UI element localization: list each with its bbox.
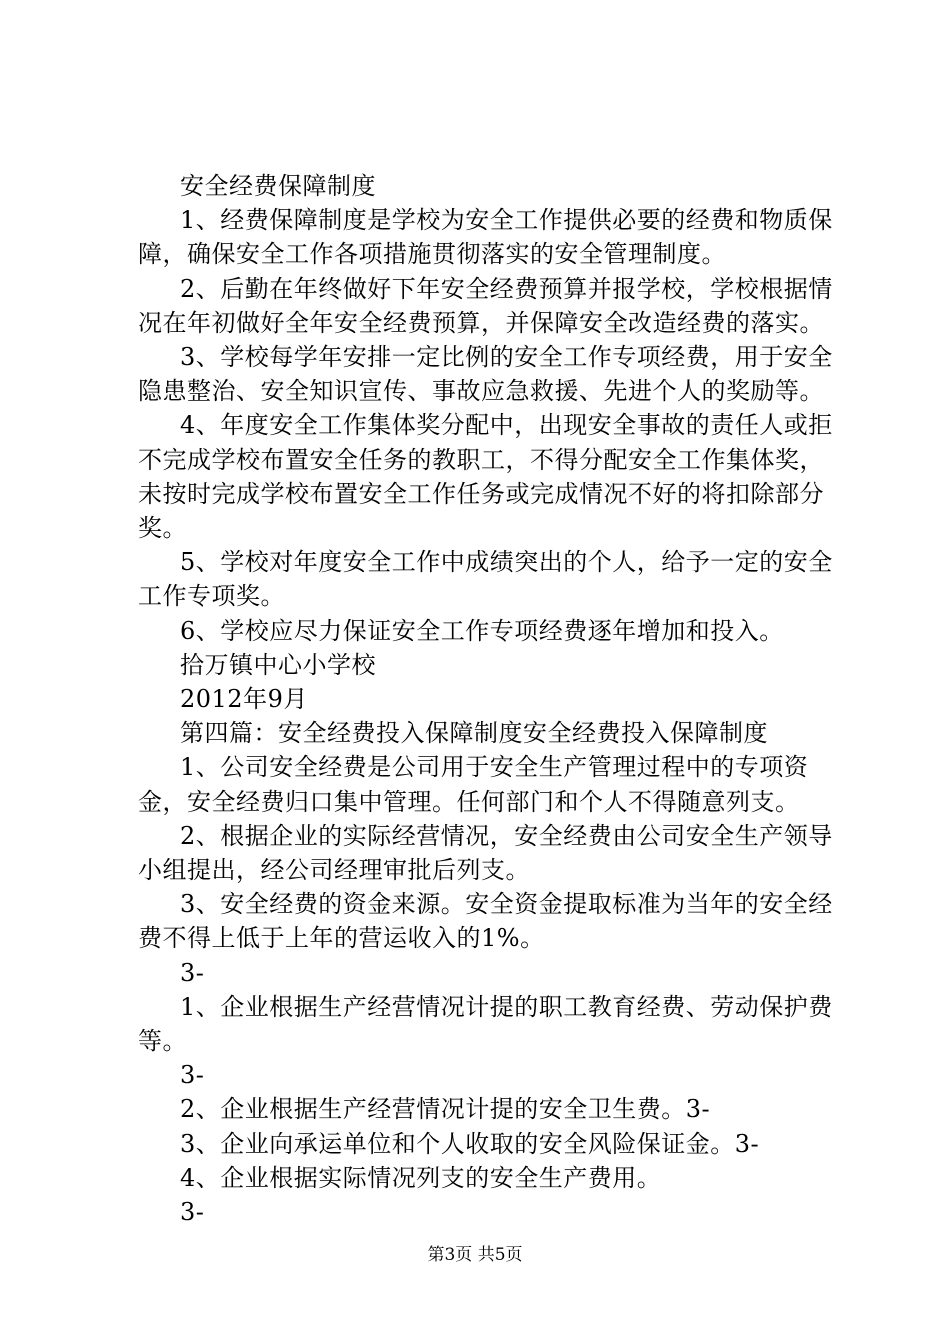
paragraph: 3、学校每学年安排一定比例的安全工作专项经费，用于安全隐患整治、安全知识宣传、事故应急救援、先进个人的奖励等。 (138, 343, 833, 406)
paragraph: 1、企业根据生产经营情况计提的职工教育经费、劳动保护费等。 (138, 992, 833, 1056)
paragraph: 3- (180, 1061, 205, 1090)
paragraph: 3- (180, 1198, 205, 1227)
paragraph: 2、企业根据生产经营情况计提的安全卫生费。3- (180, 1095, 711, 1124)
paragraph: 3、企业向承运单位和个人收取的安全风险保证金。3- (180, 1129, 760, 1158)
paragraph: 2、根据企业的实际经营情况，安全经费由公司安全生产领导小组提出，经公司经理审批后列支。 (138, 821, 833, 885)
paragraph: 1、公司安全经费是公司用于安全生产管理过程中的专项资金，安全经费归口集中管理。任何部门和个人不得随意列支。 (138, 753, 809, 816)
paragraph: 1、经费保障制度是学校为安全工作提供必要的经费和物质保障，确保安全工作各项措施贯彻落实的安全管理制度。 (138, 206, 833, 269)
paragraph: 4、年度安全工作集体奖分配中，出现安全事故的责任人或拒不完成学校布置安全任务的教职工，不得分配安全工作集体奖，未按时完成学校布置安全工作任务或完成情况不好的将扣除部分奖。 (138, 411, 833, 543)
paragraph: 6、学校应尽力保证安全工作专项经费逐年增加和投入。 (180, 616, 784, 645)
paragraph: 2、后勤在年终做好下年安全经费预算并报学校，学校根据情况在年初做好全年安全经费预算，并保障安全改造经费的落实。 (138, 274, 833, 337)
document-body (138, 169, 838, 1229)
paragraph: 4、企业根据实际情况列支的安全生产费用。 (180, 1163, 662, 1192)
signature-school: 拾万镇中心小学校 (180, 650, 376, 679)
paragraph: 3- (180, 958, 205, 987)
paragraph: 3、安全经费的资金来源。安全资金提取标准为当年的安全经费不得上低于上年的营运收入的1%。 (138, 890, 833, 953)
section-heading: 第四篇：安全经费投入保障制度安全经费投入保障制度 (180, 719, 768, 748)
section-title: 安全经费保障制度 (180, 172, 376, 200)
paragraph: 5、学校对年度安全工作中成绩突出的个人，给予一定的安全工作专项奖。 (138, 548, 833, 611)
page-footer: 第3页 共5页 (427, 1245, 523, 1265)
signature-date: 2012年9月 (180, 685, 308, 714)
